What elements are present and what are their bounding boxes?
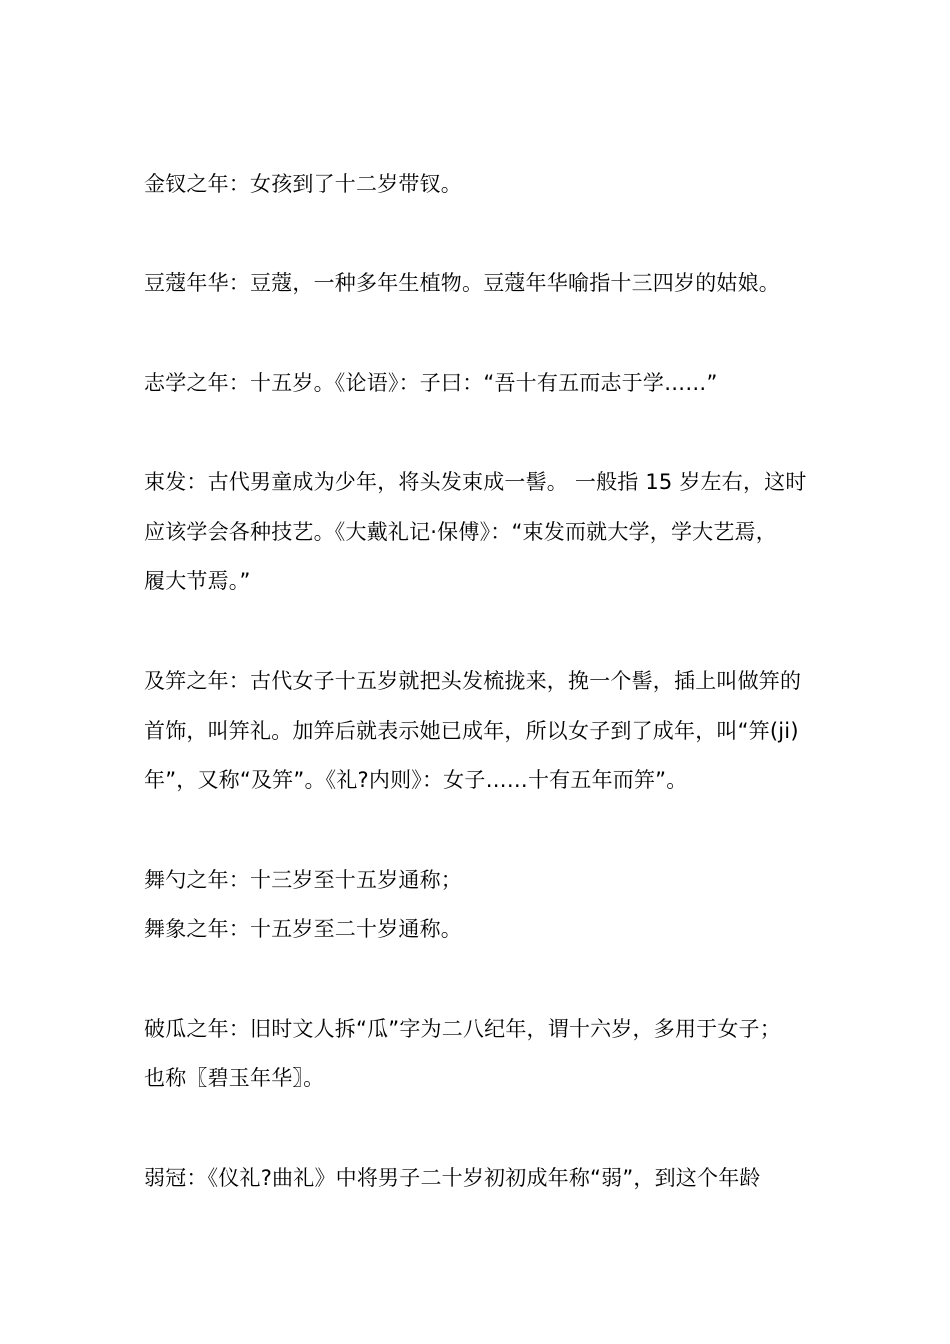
- text-line: 履大节焉。”: [144, 569, 251, 593]
- text-line: 破瓜之年：旧时文人拆“瓜”字为二八纪年，谓十六岁，多用于女子；: [144, 1017, 781, 1041]
- text-line: 首饰，叫笄礼。加笄后就表示她已成年，所以女子到了成年，叫“笄(ji): [144, 719, 799, 743]
- text-line: 应该学会各种技艺。《大戴礼记·保傅》：“束发而就大学，学大艺焉，: [144, 520, 777, 544]
- text-line: 舞象之年：十五岁至二十岁通称。: [144, 917, 462, 941]
- text-line: 志学之年：十五岁。《论语》：子曰：“吾十有五而志于学……”: [144, 371, 718, 395]
- text-line: 束发：古代男童成为少年，将头发束成一髻。 一般指 15 岁左右，这时: [144, 470, 807, 494]
- text-line: 及笄之年：古代女子十五岁就把头发梳拢来，挽一个髻，插上叫做笄的: [144, 669, 802, 693]
- text-line: 金钗之年：女孩到了十二岁带钗。: [144, 172, 462, 196]
- text-line: 舞勺之年：十三岁至十五岁通称；: [144, 868, 462, 892]
- text-line: 弱冠：《仪礼?曲礼》中将男子二十岁初初成年称“弱”，到这个年龄: [144, 1166, 761, 1190]
- text-line: 豆蔻年华：豆蔻，一种多年生植物。豆蔻年华喻指十三四岁的姑娘。: [144, 271, 780, 295]
- text-line: 年”，又称“及笄”。《礼?内则》：女子……十有五年而笄”。: [144, 768, 688, 792]
- text-line: 也称〖碧玉年华〗。: [144, 1066, 325, 1090]
